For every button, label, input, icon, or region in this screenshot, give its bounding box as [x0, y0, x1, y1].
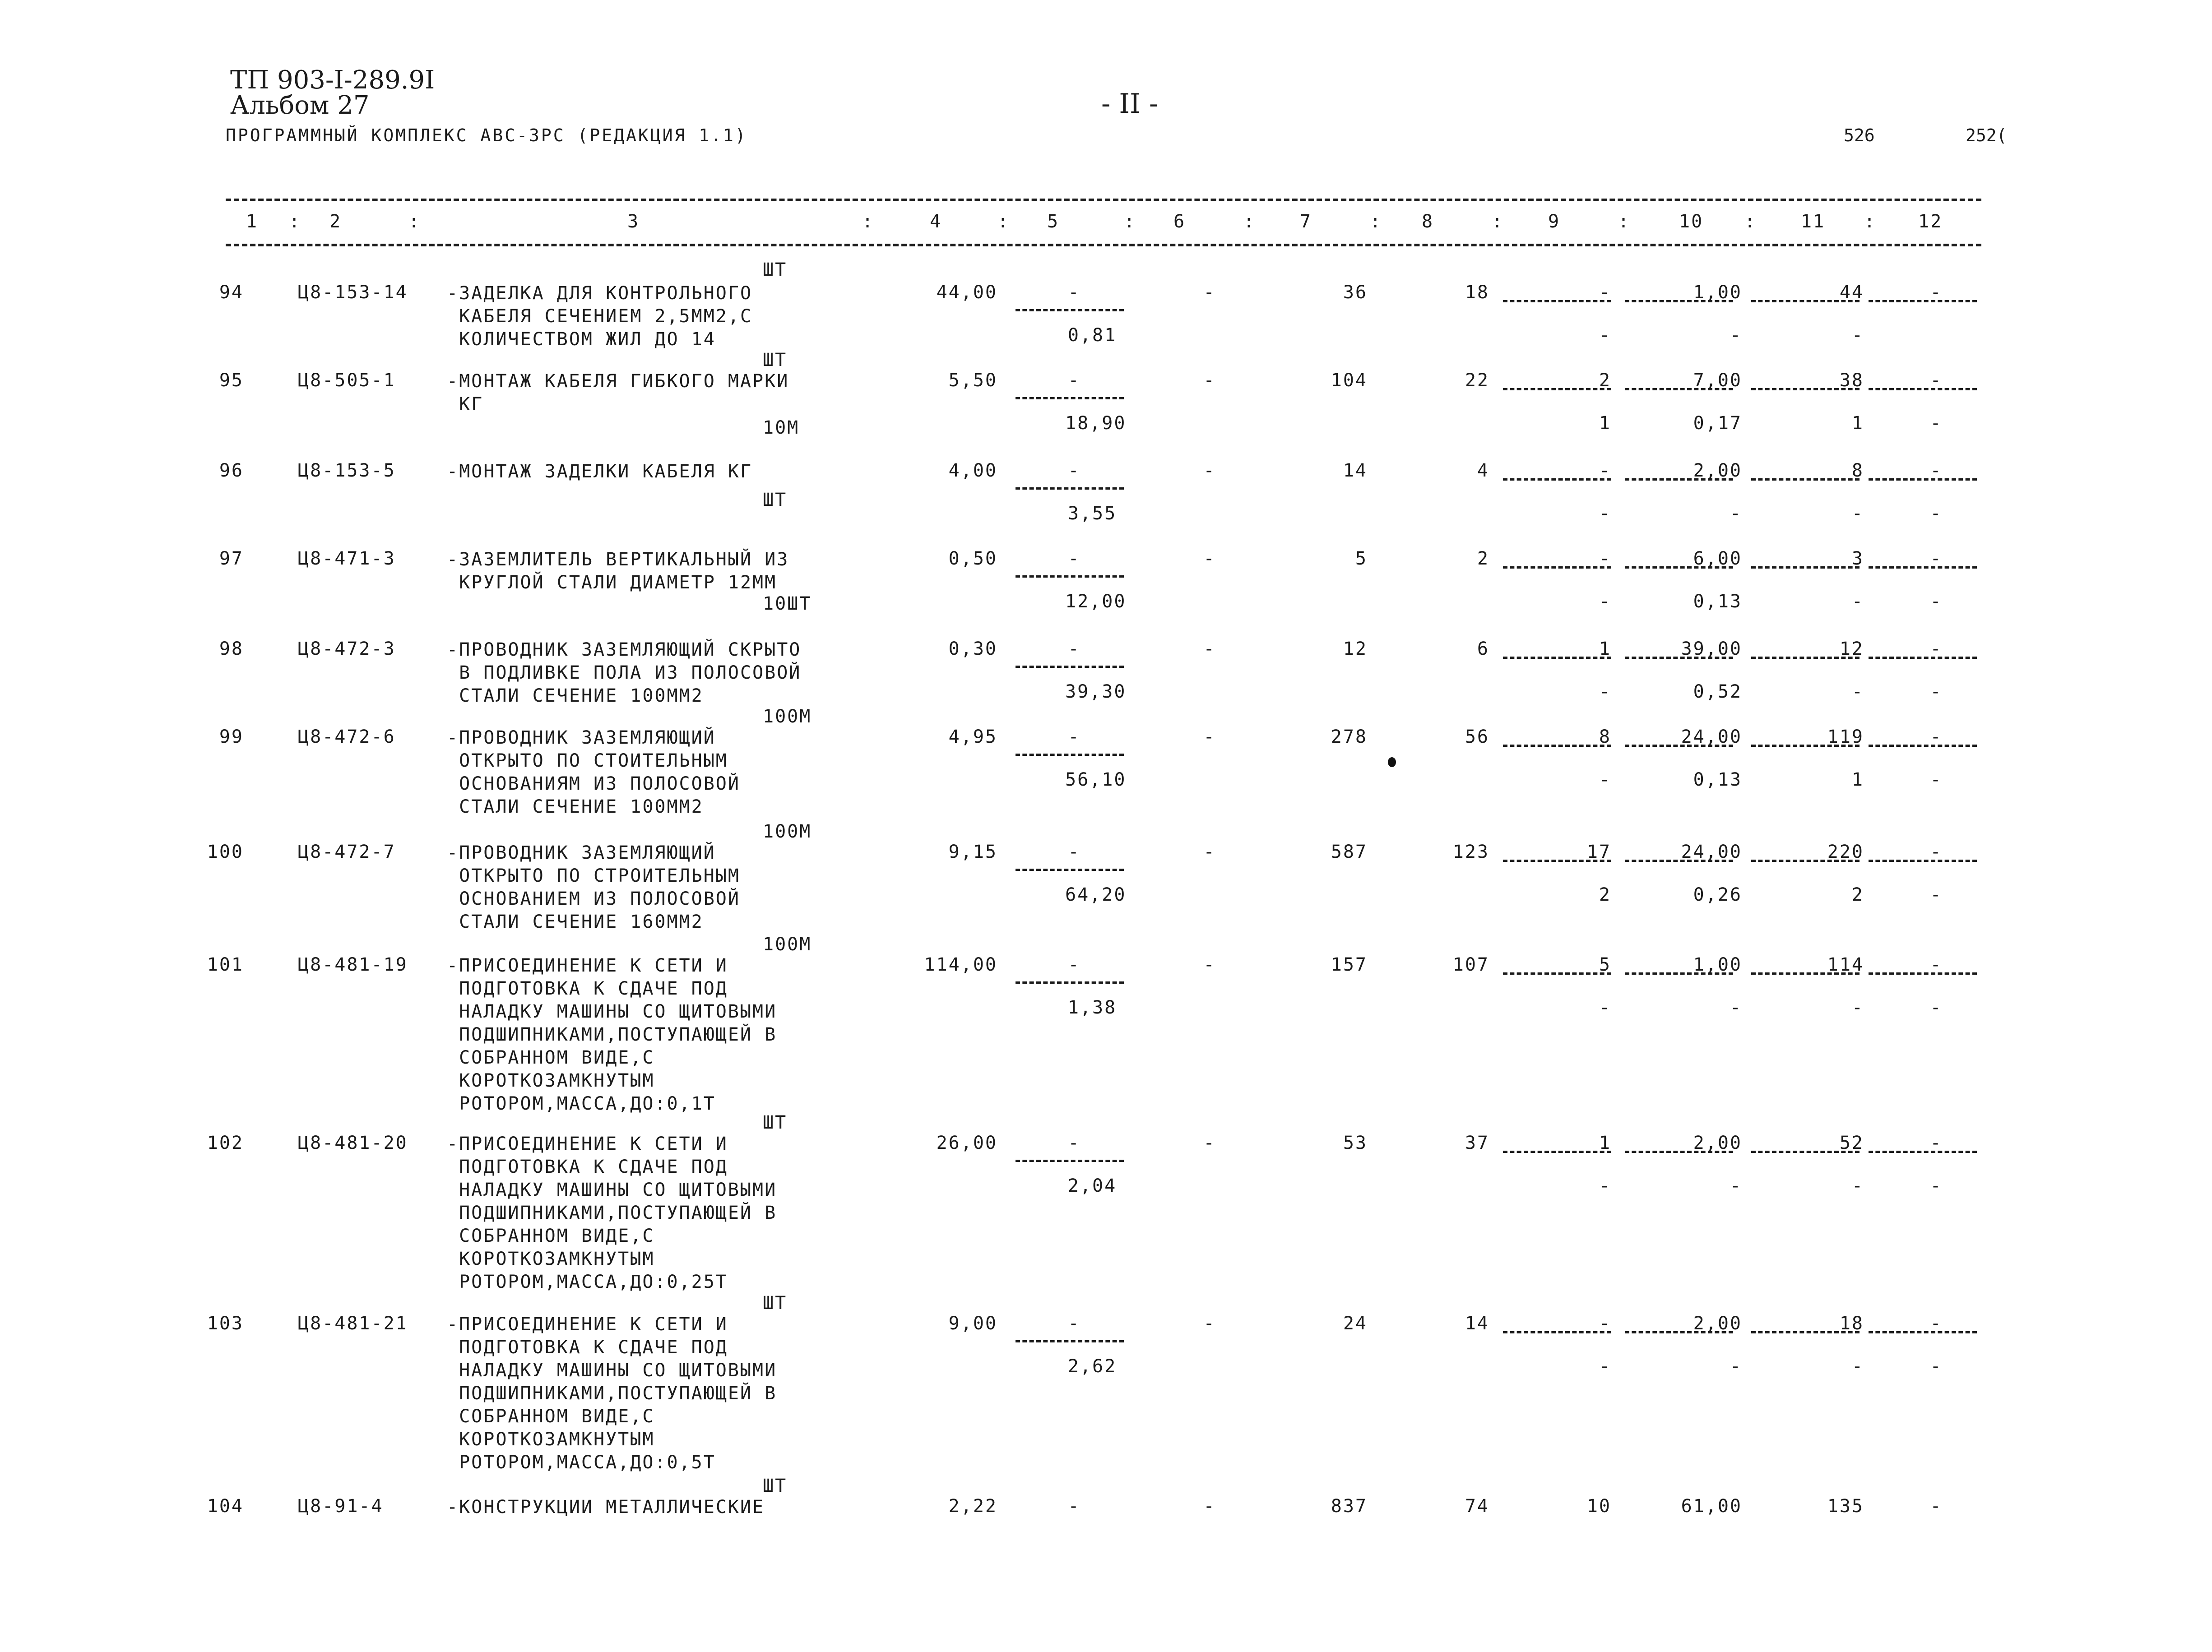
cell-col10-lower: - — [1730, 325, 1742, 346]
fraction-line-col12 — [1869, 300, 1977, 302]
fraction-line-col9 — [1503, 860, 1611, 862]
work-code: Ц8-153-5 — [298, 460, 396, 481]
cell-col11: 18 — [1839, 1313, 1864, 1334]
cell-col10: 7,00 — [1693, 370, 1742, 391]
fraction-line-col5 — [1016, 981, 1124, 984]
cell-col10-lower: 0,26 — [1693, 884, 1742, 905]
cell-col4: 4,00 — [948, 460, 997, 481]
row-number: 95 — [219, 370, 244, 391]
fraction-line-col11 — [1751, 478, 1860, 481]
row-number: 102 — [207, 1133, 244, 1153]
cell-col5: - — [1068, 727, 1080, 747]
work-code: Ц8-481-20 — [298, 1133, 408, 1153]
cell-col6: - — [1203, 639, 1216, 659]
cell-col12-lower: - — [1930, 1356, 1943, 1377]
fraction-line-col9 — [1503, 1151, 1611, 1153]
cell-col4: 0,50 — [948, 548, 997, 569]
cell-col9: 10 — [1586, 1496, 1611, 1517]
work-code: Ц8-472-3 — [298, 639, 396, 659]
unit-label: ШТ — [763, 1112, 788, 1133]
cell-col10: 1,00 — [1693, 282, 1742, 303]
cell-col5-lower: 2,62 — [1067, 1356, 1117, 1377]
work-description: -КОНСТРУКЦИИ МЕТАЛЛИЧЕСКИЕ — [447, 1497, 765, 1518]
column-separator: : — [1370, 211, 1382, 232]
column-header-6: 6 — [1173, 211, 1186, 232]
fraction-line-col11 — [1751, 300, 1860, 302]
row-number: 100 — [207, 842, 244, 862]
cell-col5-lower: 12,00 — [1065, 591, 1127, 612]
fraction-line-col12 — [1869, 388, 1977, 390]
cell-col5-lower: 1,38 — [1067, 997, 1117, 1018]
cell-col6: - — [1203, 460, 1216, 481]
cell-col10-lower: 0,52 — [1693, 681, 1742, 702]
cell-col4: 0,30 — [948, 639, 997, 659]
unit-label: ШТ — [763, 1293, 788, 1314]
cell-col7: 5 — [1355, 548, 1368, 569]
cell-col5: - — [1068, 548, 1080, 569]
fraction-line-col5 — [1016, 1160, 1124, 1162]
cell-col9: 2 — [1599, 370, 1611, 391]
cell-col4: 26,00 — [936, 1133, 997, 1153]
work-code: Ц8-153-14 — [298, 282, 408, 303]
cell-col12-lower: - — [1930, 884, 1943, 905]
fraction-line-col5 — [1016, 487, 1124, 490]
row-number: 101 — [207, 954, 244, 975]
cell-col7: 12 — [1343, 639, 1368, 659]
cell-col7: 53 — [1343, 1133, 1368, 1153]
cell-col7: 14 — [1343, 460, 1368, 481]
work-description: -ПРИСОЕДИНЕНИЕ К СЕТИ И ПОДГОТОВКА К СДАЧЕ ПОД НАЛАДКУ МАШИНЫ СО ЩИТОВЫМИ ПОДШИПНИКАМИ,ПОСТУПАЮЩЕЙ В СОБРАННОМ ВИДЕ,С КОРОТКОЗАМКНУТЫМ РОТОРОМ,МАССА,ДО:0,25Т — [447, 1134, 777, 1292]
document-header — [230, 65, 435, 120]
cell-col10-lower: - — [1730, 1356, 1742, 1377]
fraction-line-col10 — [1625, 478, 1733, 481]
cell-col12-lower: - — [1930, 503, 1943, 524]
cell-col10-lower: - — [1730, 503, 1742, 524]
cell-col5-lower: 64,20 — [1065, 884, 1127, 905]
fraction-line-col11 — [1751, 388, 1860, 390]
cell-col9-lower: - — [1599, 1175, 1611, 1196]
fraction-line-col12 — [1869, 478, 1977, 481]
fraction-line-col9 — [1503, 566, 1611, 569]
fraction-line-col12 — [1869, 860, 1977, 862]
fraction-line-col12 — [1869, 1331, 1977, 1333]
cell-col5-lower: 0,81 — [1067, 325, 1117, 346]
column-header-3: 3 — [627, 211, 640, 232]
fraction-line-col10 — [1625, 388, 1733, 390]
cell-col5: - — [1068, 1133, 1080, 1153]
column-separator: : — [1864, 211, 1877, 232]
cell-col9-lower: 1 — [1599, 413, 1611, 434]
cell-col6: - — [1203, 1496, 1216, 1517]
cell-col11: 3 — [1851, 548, 1864, 569]
column-separator: : — [289, 211, 301, 232]
fraction-line-col12 — [1869, 657, 1977, 659]
cell-col9: 8 — [1599, 727, 1611, 747]
fraction-line-col11 — [1751, 1331, 1860, 1333]
cell-col11-lower: 2 — [1851, 884, 1864, 905]
cell-col11-lower: - — [1851, 1175, 1864, 1196]
cell-col11-lower: - — [1851, 1356, 1864, 1377]
cell-col9-lower: - — [1599, 681, 1611, 702]
cell-col5: - — [1068, 639, 1080, 659]
cell-col10: 6,00 — [1693, 548, 1742, 569]
cell-col6: - — [1203, 1313, 1216, 1334]
cell-col12-lower: - — [1930, 413, 1943, 434]
cell-col7: 837 — [1331, 1496, 1368, 1517]
fraction-line-col10 — [1625, 300, 1733, 302]
row-number: 94 — [219, 282, 244, 303]
cell-col11-lower: - — [1851, 681, 1864, 702]
cell-col5: - — [1068, 1496, 1080, 1517]
cell-col12: - — [1930, 282, 1943, 303]
cell-col11-lower: 1 — [1851, 413, 1864, 434]
cell-col12-lower: - — [1930, 997, 1943, 1018]
column-header-1: 1 — [246, 211, 259, 232]
cell-col8: 18 — [1465, 282, 1489, 303]
work-code: Ц8-471-3 — [298, 548, 396, 569]
cell-col5-lower: 56,10 — [1065, 769, 1127, 790]
fraction-line-col10 — [1625, 972, 1733, 975]
unit-label: ШТ — [763, 1476, 788, 1496]
cell-col8: 6 — [1477, 639, 1489, 659]
fraction-line-col9 — [1503, 478, 1611, 481]
row-number: 103 — [207, 1313, 244, 1334]
fraction-line-col9 — [1503, 657, 1611, 659]
cell-col5-lower: 39,30 — [1065, 681, 1127, 702]
work-code: Ц8-91-4 — [298, 1496, 384, 1517]
row-number: 98 — [219, 639, 244, 659]
program-title: ПРОГРАММНЫЙ КОМПЛЕКС АВС-3РС (РЕДАКЦИЯ 1.1) — [226, 125, 747, 145]
cell-col4: 9,00 — [948, 1313, 997, 1334]
work-code: Ц8-472-6 — [298, 727, 396, 747]
column-header-11: 11 — [1801, 211, 1826, 232]
cell-col10: 2,00 — [1693, 460, 1742, 481]
cell-col8: 37 — [1465, 1133, 1489, 1153]
header-rule-top — [226, 199, 1981, 201]
column-header-4: 4 — [930, 211, 942, 232]
cell-col9: - — [1599, 1313, 1611, 1334]
fraction-line-col9 — [1503, 300, 1611, 302]
cell-col8: 14 — [1465, 1313, 1489, 1334]
column-separator: : — [1618, 211, 1631, 232]
unit-label: ШТ — [763, 350, 788, 370]
fraction-line-col5 — [1016, 397, 1124, 399]
unit-label: 10ШТ — [763, 593, 812, 614]
column-separator: : — [1492, 211, 1504, 232]
cell-col12: - — [1930, 1133, 1943, 1153]
cell-col10-lower: 0,17 — [1693, 413, 1742, 434]
cell-col7: 587 — [1331, 842, 1368, 862]
unit-label: 100М — [763, 821, 812, 842]
fraction-line-col12 — [1869, 745, 1977, 747]
unit-label: 100М — [763, 934, 812, 955]
fraction-line-col11 — [1751, 566, 1860, 569]
cell-col9: 17 — [1586, 842, 1611, 862]
column-header-12: 12 — [1918, 211, 1943, 232]
cell-col6: - — [1203, 1133, 1216, 1153]
cell-col5-lower: 2,04 — [1067, 1175, 1117, 1196]
album-label: Альбом 27 — [230, 91, 370, 120]
fraction-line-col11 — [1751, 972, 1860, 975]
cell-col11: 220 — [1827, 842, 1864, 862]
cell-col10: 2,00 — [1693, 1133, 1742, 1153]
cell-col11: 8 — [1851, 460, 1864, 481]
cell-col12-lower: - — [1930, 591, 1943, 612]
cell-col5: - — [1068, 954, 1080, 975]
cell-col12: - — [1930, 548, 1943, 569]
cell-col12: - — [1930, 370, 1943, 391]
cell-col6: - — [1203, 954, 1216, 975]
cell-col7: 104 — [1331, 370, 1368, 391]
fraction-line-col10 — [1625, 657, 1733, 659]
unit-label: 10М — [763, 417, 800, 438]
cell-col11: 119 — [1827, 727, 1864, 747]
cell-col5-lower: 3,55 — [1067, 503, 1117, 524]
cell-col6: - — [1203, 727, 1216, 747]
cell-col9: - — [1599, 460, 1611, 481]
work-description: -МОНТАЖ КАБЕЛЯ ГИБКОГО МАРКИ КГ — [447, 371, 789, 415]
cell-col9-lower: 2 — [1599, 884, 1611, 905]
fraction-line-col12 — [1869, 1151, 1977, 1153]
doc-code: ТП 903-I-289.9I — [230, 65, 435, 95]
cell-col10: 1,00 — [1693, 954, 1742, 975]
fraction-line-col5 — [1016, 1340, 1124, 1342]
column-header-2: 2 — [329, 211, 342, 232]
cell-col8: 56 — [1465, 727, 1489, 747]
cell-col11-lower: - — [1851, 325, 1864, 346]
work-description: -ПРИСОЕДИНЕНИЕ К СЕТИ И ПОДГОТОВКА К СДАЧЕ ПОД НАЛАДКУ МАШИНЫ СО ЩИТОВЫМИ ПОДШИПНИКАМИ,ПОСТУПАЮЩЕЙ В СОБРАННОМ ВИДЕ,С КОРОТКОЗАМКНУТЫМ РОТОРОМ,МАССА,ДО:0,5Т — [447, 1314, 777, 1473]
column-separator: : — [1243, 211, 1256, 232]
cell-col10-lower: - — [1730, 1175, 1742, 1196]
cell-col5: - — [1068, 460, 1080, 481]
fraction-line-col11 — [1751, 860, 1860, 862]
cell-col4: 5,50 — [948, 370, 997, 391]
cell-col4: 44,00 — [936, 282, 997, 303]
fraction-line-col9 — [1503, 1331, 1611, 1333]
column-separator: : — [997, 211, 1010, 232]
cell-col11-lower: - — [1851, 503, 1864, 524]
cell-col5: - — [1068, 1313, 1080, 1334]
cell-col10: 2,00 — [1693, 1313, 1742, 1334]
work-description: -ПРОВОДНИК ЗАЗЕМЛЯЮЩИЙ ОТКРЫТО ПО СТОИТЕЛЬНЫМ ОСНОВАНИЯМ ИЗ ПОЛОСОВОЙ СТАЛИ СЕЧЕНИЕ 100ММ2 — [447, 727, 740, 817]
cell-col12: - — [1930, 727, 1943, 747]
cell-col11: 44 — [1839, 282, 1864, 303]
column-separator: : — [1744, 211, 1757, 232]
work-description: -ЗАЗЕМЛИТЕЛЬ ВЕРТИКАЛЬНЫЙ ИЗ КРУГЛОЙ СТАЛИ ДИАМЕТР 12ММ — [447, 549, 789, 593]
fraction-line-col11 — [1751, 657, 1860, 659]
cell-col12: - — [1930, 1313, 1943, 1334]
column-header-7: 7 — [1300, 211, 1312, 232]
cell-col12: - — [1930, 639, 1943, 659]
work-code: Ц8-481-21 — [298, 1313, 408, 1334]
fraction-line-col12 — [1869, 566, 1977, 569]
cell-col11: 12 — [1839, 639, 1864, 659]
cell-col5: - — [1068, 282, 1080, 303]
cell-col12: - — [1930, 842, 1943, 862]
work-code: Ц8-481-19 — [298, 954, 408, 975]
fraction-line-col9 — [1503, 388, 1611, 390]
cell-col12: - — [1930, 1496, 1943, 1517]
column-header-10: 10 — [1679, 211, 1704, 232]
cell-col8: 4 — [1477, 460, 1489, 481]
fraction-line-col11 — [1751, 745, 1860, 747]
cell-col11: 52 — [1839, 1133, 1864, 1153]
cell-col5-lower: 18,90 — [1065, 413, 1127, 434]
work-description: -ПРОВОДНИК ЗАЗЕМЛЯЮЩИЙ ОТКРЫТО ПО СТРОИТЕЛЬНЫМ ОСНОВАНИЕМ ИЗ ПОЛОСОВОЙ СТАЛИ СЕЧЕНИЕ 160ММ2 — [447, 842, 740, 932]
cell-col7: 157 — [1331, 954, 1368, 975]
cell-col12-lower: - — [1930, 769, 1943, 790]
cell-col7: 278 — [1331, 727, 1368, 747]
cell-col11: 135 — [1827, 1496, 1864, 1517]
cell-col11-lower: 1 — [1851, 769, 1864, 790]
fraction-line-col5 — [1016, 869, 1124, 871]
cell-col9: 1 — [1599, 639, 1611, 659]
row-number: 97 — [219, 548, 244, 569]
column-separator: : — [1124, 211, 1136, 232]
unit-label: ШТ — [763, 259, 788, 280]
corner-number-right: 252( — [1966, 125, 2007, 145]
cell-col11: 114 — [1827, 954, 1864, 975]
cell-col4: 9,15 — [948, 842, 997, 862]
cell-col9-lower: - — [1599, 325, 1611, 346]
cell-col9: - — [1599, 282, 1611, 303]
cell-col10: 24,00 — [1681, 842, 1742, 862]
cell-col12-lower: - — [1930, 1175, 1943, 1196]
cell-col6: - — [1203, 370, 1216, 391]
header-rule-bottom — [226, 244, 1981, 246]
cell-col6: - — [1203, 282, 1216, 303]
fraction-line-col12 — [1869, 972, 1977, 975]
cell-col8: 74 — [1465, 1496, 1489, 1517]
fraction-line-col10 — [1625, 1151, 1733, 1153]
cell-col9-lower: - — [1599, 997, 1611, 1018]
column-separator: : — [862, 211, 875, 232]
cell-col11-lower: - — [1851, 591, 1864, 612]
row-number: 104 — [207, 1496, 244, 1517]
work-description: -ЗАДЕЛКА ДЛЯ КОНТРОЛЬНОГО КАБЕЛЯ СЕЧЕНИЕМ 2,5ММ2,С КОЛИЧЕСТВОМ ЖИЛ ДО 14 — [447, 283, 753, 350]
work-description: -МОНТАЖ ЗАДЕЛКИ КАБЕЛЯ КГ — [447, 461, 753, 482]
column-header-9: 9 — [1548, 211, 1561, 232]
fraction-line-col5 — [1016, 754, 1124, 756]
cell-col7: 24 — [1343, 1313, 1368, 1334]
cell-col8: 22 — [1465, 370, 1489, 391]
cell-col4: 114,00 — [924, 954, 997, 975]
cell-col9-lower: - — [1599, 591, 1611, 612]
fraction-line-col10 — [1625, 745, 1733, 747]
unit-label: ШТ — [763, 490, 788, 510]
fraction-line-col5 — [1016, 309, 1124, 311]
cell-col9: 1 — [1599, 1133, 1611, 1153]
cell-col9-lower: - — [1599, 1356, 1611, 1377]
cell-col11: 38 — [1839, 370, 1864, 391]
fraction-line-col9 — [1503, 972, 1611, 975]
cell-col9: 5 — [1599, 954, 1611, 975]
cell-col5: - — [1068, 842, 1080, 862]
fraction-line-col10 — [1625, 860, 1733, 862]
row-number: 99 — [219, 727, 244, 747]
cell-col10: 24,00 — [1681, 727, 1742, 747]
fraction-line-col10 — [1625, 566, 1733, 569]
fraction-line-col9 — [1503, 745, 1611, 747]
unit-label: 100М — [763, 706, 812, 727]
fraction-line-col5 — [1016, 666, 1124, 668]
cell-col10-lower: - — [1730, 997, 1742, 1018]
cell-col9: - — [1599, 548, 1611, 569]
cell-col12: - — [1930, 460, 1943, 481]
cell-col8: 107 — [1452, 954, 1489, 975]
cell-col12-lower: - — [1930, 681, 1943, 702]
cell-col8: 123 — [1452, 842, 1489, 862]
column-separator: : — [408, 211, 421, 232]
cell-col12: - — [1930, 954, 1943, 975]
cell-col9-lower: - — [1599, 503, 1611, 524]
column-header-5: 5 — [1047, 211, 1060, 232]
cell-col5: - — [1068, 370, 1080, 391]
fraction-line-col10 — [1625, 1331, 1733, 1333]
cell-col10: 39,00 — [1681, 639, 1742, 659]
cell-col4: 2,22 — [948, 1496, 997, 1517]
ink-dot — [1388, 757, 1396, 767]
work-description: -ПРИСОЕДИНЕНИЕ К СЕТИ И ПОДГОТОВКА К СДАЧЕ ПОД НАЛАДКУ МАШИНЫ СО ЩИТОВЫМИ ПОДШИПНИКАМИ,ПОСТУПАЮЩЕЙ В СОБРАННОМ ВИДЕ,С КОРОТКОЗАМКНУТЫМ РОТОРОМ,МАССА,ДО:0,1Т — [447, 955, 777, 1114]
work-description: -ПРОВОДНИК ЗАЗЕМЛЯЮЩИЙ СКРЫТО В ПОДЛИВКЕ ПОЛА ИЗ ПОЛОСОВОЙ СТАЛИ СЕЧЕНИЕ 100ММ2 — [447, 639, 802, 706]
cell-col10: 61,00 — [1681, 1496, 1742, 1517]
work-code: Ц8-472-7 — [298, 842, 396, 862]
column-header-8: 8 — [1422, 211, 1434, 232]
corner-number-left: 526 — [1844, 125, 1875, 145]
row-number: 96 — [219, 460, 244, 481]
work-code: Ц8-505-1 — [298, 370, 396, 391]
cell-col6: - — [1203, 842, 1216, 862]
page-number: - II - — [1101, 88, 1159, 120]
cell-col4: 4,95 — [948, 727, 997, 747]
cell-col10-lower: 0,13 — [1693, 591, 1742, 612]
cell-col7: 36 — [1343, 282, 1368, 303]
fraction-line-col11 — [1751, 1151, 1860, 1153]
cell-col8: 2 — [1477, 548, 1489, 569]
fraction-line-col5 — [1016, 575, 1124, 578]
cell-col10-lower: 0,13 — [1693, 769, 1742, 790]
cell-col6: - — [1203, 548, 1216, 569]
cell-col11-lower: - — [1851, 997, 1864, 1018]
cell-col9-lower: - — [1599, 769, 1611, 790]
